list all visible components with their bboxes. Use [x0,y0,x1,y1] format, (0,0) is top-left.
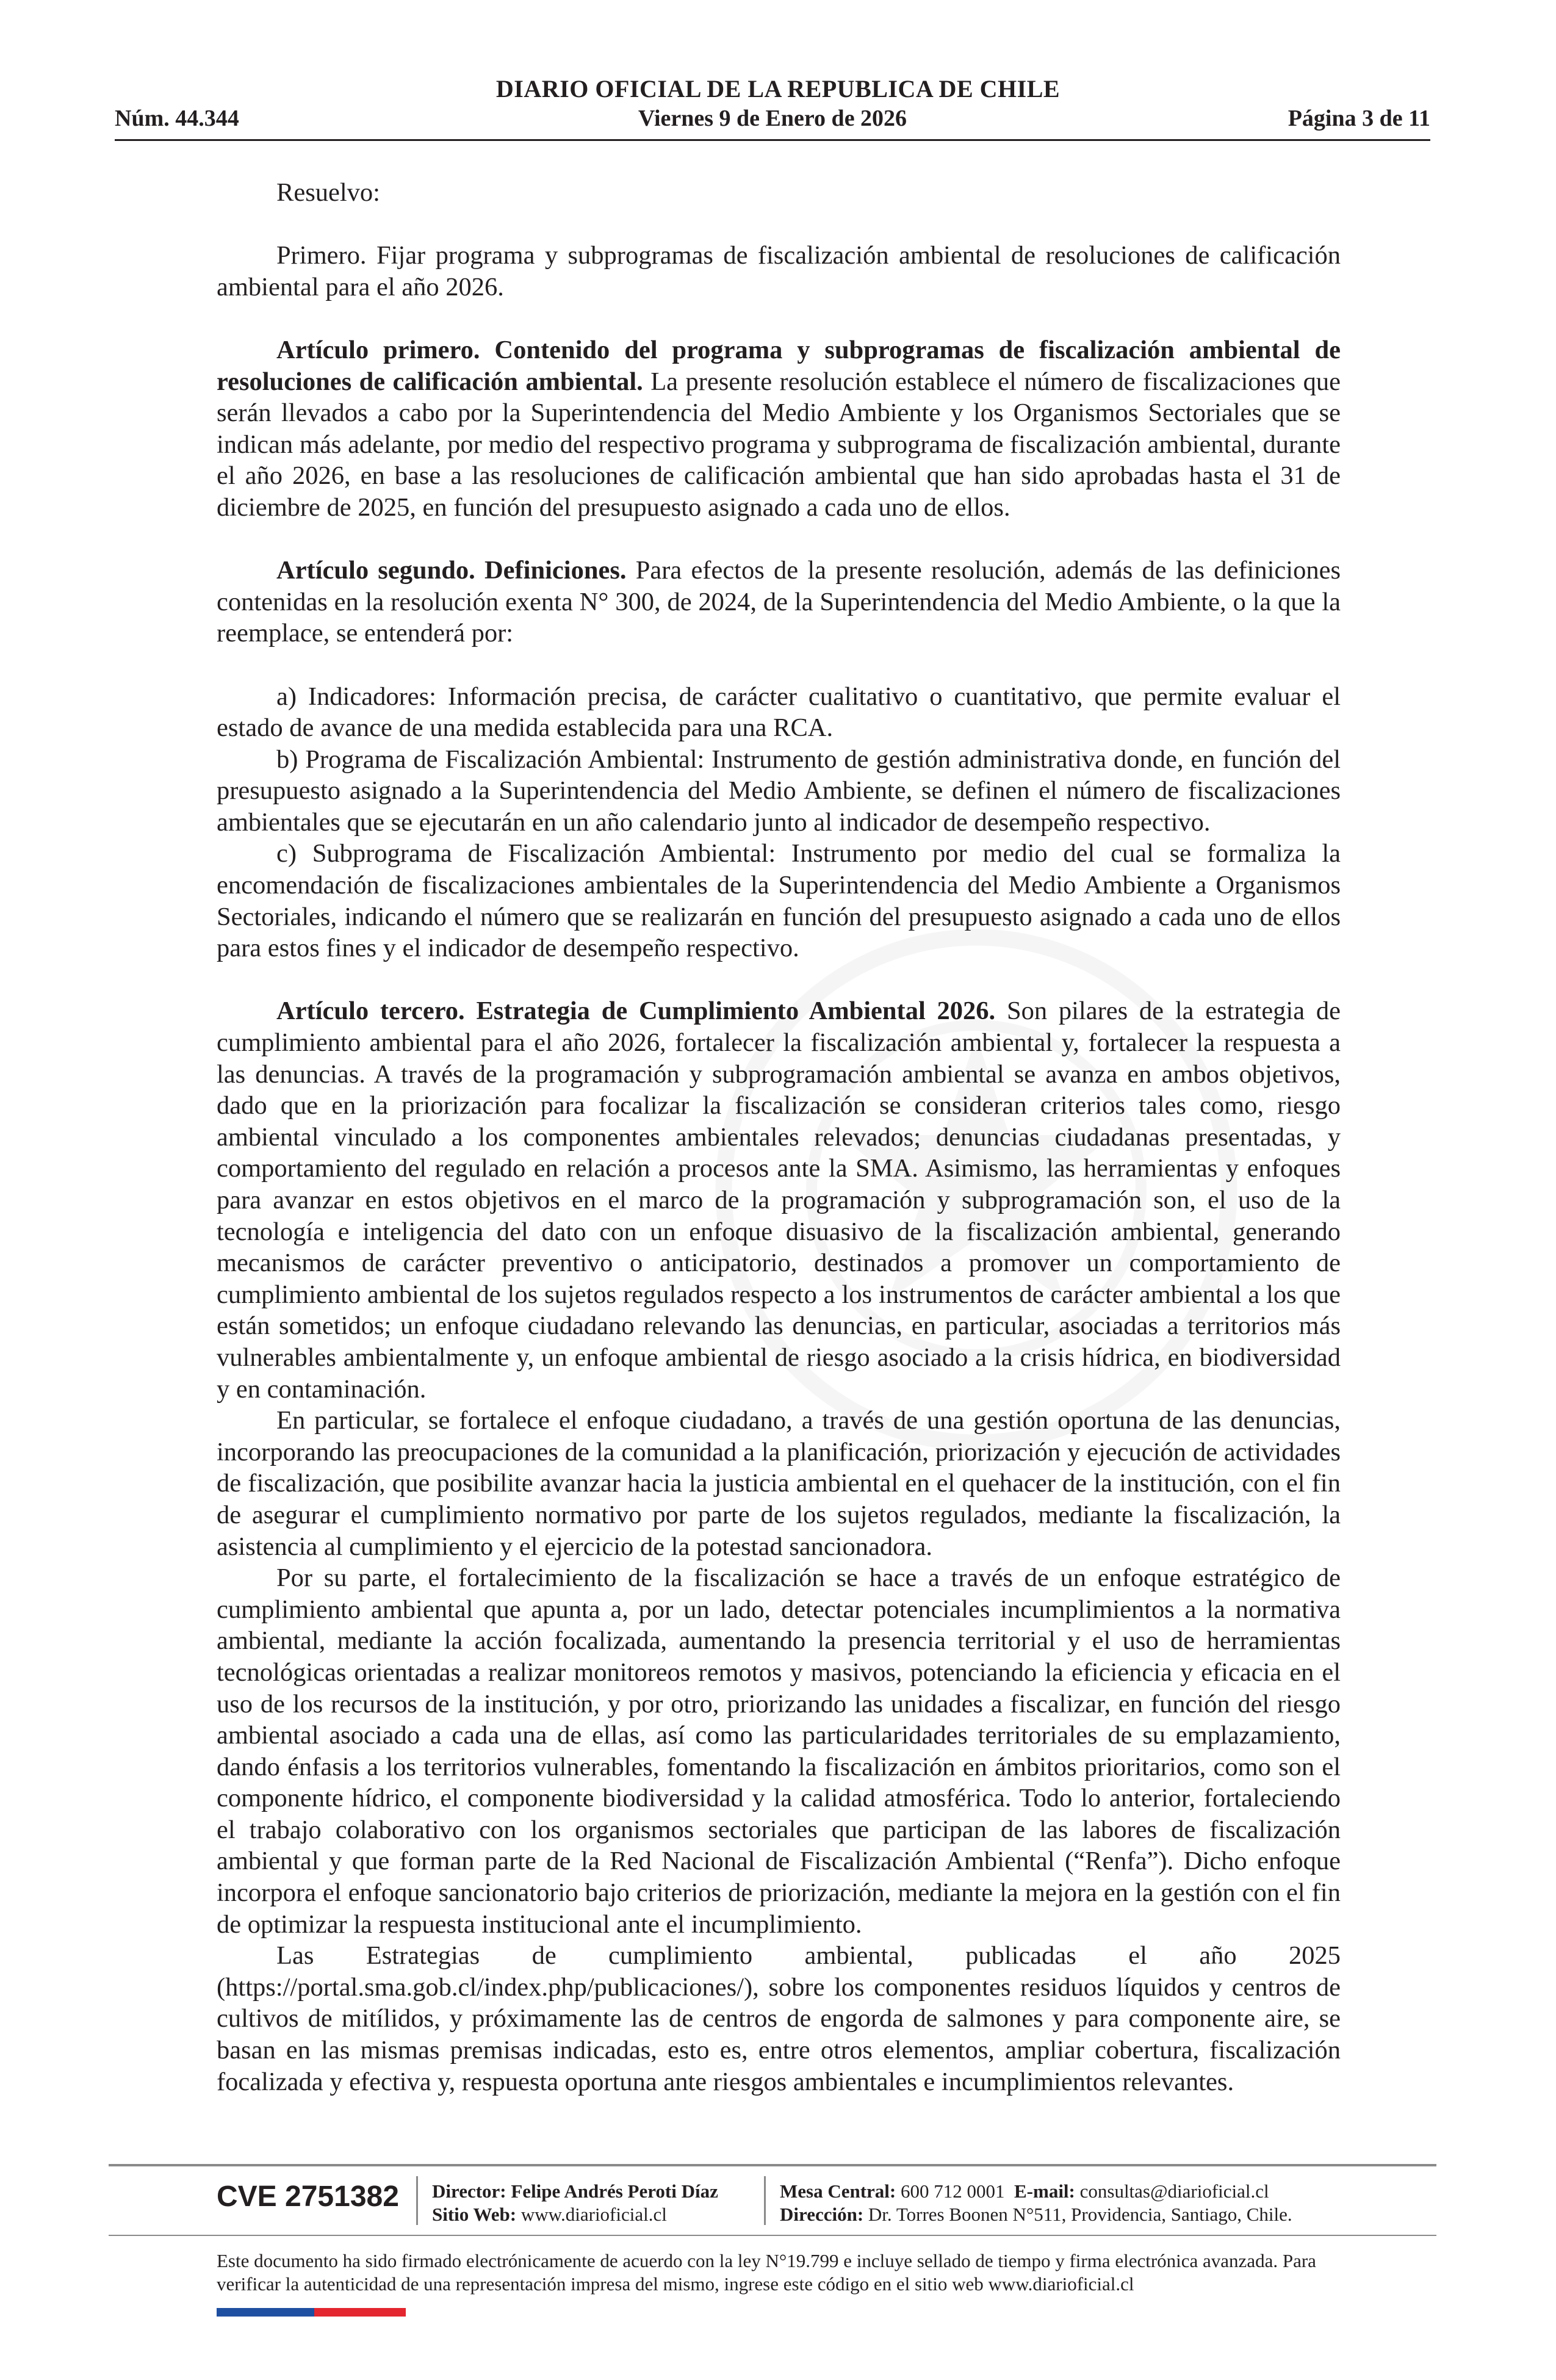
definition-a: a) Indicadores: Información precisa, de carácter cualitativo o cuantitativo, que permite evaluar el estado de avance de una medida establecida para una RCA. [217,682,1341,743]
definition-b: b) Programa de Fiscalización Ambiental: Instrumento de gestión administrativa donde, en función del presupuesto asignado a la Superintendencia del Medio Ambiente, se definen el número de fiscalizaciones ambientales que se ejecutarán en un año calendario junto al indicador de desempeño respectivo. [217,745,1341,837]
director-label: Director: [432,2180,506,2202]
email-link[interactable]: consultas@diarioficial.cl [1079,2180,1269,2202]
article-3-paragraph [217,995,1341,1405]
issue-number: Núm. 44.344 [115,106,239,131]
address-label: Dirección: [780,2204,864,2225]
article-2-text: Para efectos de la presente resolución, además de las definiciones contenidas en la resolución exenta N° 300, de 2024, de la Superintendencia del Medio Ambiente, o la que la reemplace, se entenderá por: [217,556,1341,648]
email-label: E-mail: [1014,2180,1075,2202]
definition-c: c) Subprograma de Fiscalización Ambiental: Instrumento por medio del cual se formaliza la encomendación de fiscalizaciones ambientales de la Superintendencia del Medio Ambiente a Organismos Sectoriales, indicando el número que se realizarán en función del presupuesto asignado a cada uno de ellos para estos fines y el indicador de desempeño respectivo. [217,839,1341,963]
footer-separator [764,2176,766,2225]
article-2-title: Artículo segundo. Definiciones. [276,556,627,585]
primero-paragraph: Primero. Fijar programa y subprogramas de fiscalización ambiental de resoluciones de calificación ambiental para el año 2026. [217,241,1341,301]
article-1-title: Artículo primero. Contenido del programa y subprogramas de fiscalización ambiental de resoluciones de calificación ambiental. [217,335,1341,396]
resuelvo-heading: Resuelvo: [276,178,380,207]
footer-divider-top [109,2164,1436,2166]
article-1-paragraph [217,334,1341,524]
article-3-title: Artículo tercero. Estrategia de Cumplimiento Ambiental 2026. [276,997,996,1026]
footer-director-block [432,2180,718,2226]
website-label: Sitio Web: [432,2204,517,2225]
issue-date: Viernes 9 de Enero de 2026 [638,106,907,131]
article-1-text: La presente resolución establece el número de fiscalizaciones que serán llevados a cabo por la Superintendencia del Medio Ambiente y los Organismos Sectoriales que se indican más adelante, por medio del respectivo programa y subprograma de fiscalización ambiental, durante el año 2026, en base a las resoluciones de calificación ambiental que han sido aprobadas hasta el 31 de diciembre de 2025, en función del presupuesto asignado a cada uno de ellos. [217,367,1341,522]
cve-code: CVE 2751382 [217,2180,399,2213]
director-name: Felipe Andrés Peroti Díaz [511,2180,718,2202]
newspaper-title: DIARIO OFICIAL DE LA REPUBLICA DE CHILE [495,75,1061,103]
footer-separator [416,2176,418,2225]
flag-stripe-red [314,2308,406,2317]
article-2-paragraph [217,555,1341,649]
footer-divider [109,2235,1436,2236]
fortalecimiento-paragraph: Por su parte, el fortalecimiento de la fiscalización se hace a través de un enfoque estratégico de cumplimiento ambiental que apunta a, por un lado, detectar potenciales incumplimientos a la normativa ambiental, mediante la acción focalizada, aumentando la presencia territorial y el uso de herramientas tecnológicas orientadas a realizar monitoreos remotos y masivos, potenciando la eficiencia y eficacia en el uso de los recursos de la institución, y por otro, priorizando las unidades a fiscalizar, en función del riesgo ambiental asociado a cada una de ellas, así como las particularidades territoriales de su emplazamiento, dando énfasis a los territorios vulnerables, fomentando la fiscalización en ámbitos prioritarios, como son el componente hídrico, el componente biodiversidad y la calidad atmosférica. Todo lo anterior, fortaleciendo el trabajo colaborativo con los organismos sectoriales que participan de las labores de fiscalización ambiental y que forman parte de la Red Nacional de Fiscalización Ambiental (“Renfa”). Dicho enfoque incorpora el enfoque sancionatorio bajo criterios de priorización, mediante la mejora en la gestión con el fin de optimizar la respuesta institucional ante el incumplimiento. [217,1563,1341,1939]
mesa-label: Mesa Central: [780,2180,896,2202]
website-link[interactable]: www.diarioficial.cl [520,2204,667,2225]
document-body [217,177,1341,2097]
header-divider [115,139,1430,141]
flag-stripe-blue [217,2308,314,2317]
estrategias-paragraph: Las Estrategias de cumplimiento ambiental, publicadas el año 2025 (https://portal.sma.gob.cl/index.php/publicaciones/), sobre los componentes residuos líquidos y centros de cultivos de mitílidos, y próximamente las de centros de engorda de salmones y para componente aire, se basan en las mismas premisas indicadas, esto es, entre otros elementos, ampliar cobertura, fiscalización focalizada y efectiva y, respuesta oportuna ante riesgos ambientales e incumplimientos relevantes. [217,1941,1341,2096]
ciudadano-paragraph: En particular, se fortalece el enfoque ciudadano, a través de una gestión oportuna de las denuncias, incorporando las preocupaciones de la comunidad a la planificación, priorización y ejecución de actividades de fiscalización, que posibilite avanzar hacia la justicia ambiental en el quehacer de la institución, con el fin de asegurar el cumplimiento normativo por parte de los sujetos regulados, mediante la fiscalización, la asistencia al cumplimiento y el ejercicio de la potestad sancionadora. [217,1406,1341,1561]
footer-contact-block [780,2180,1292,2226]
mesa-value: 600 712 0001 [901,2180,1005,2202]
signature-note: Este documento ha sido firmado electrónicamente de acuerdo con la ley N°19.799 e incluye sellado de tiempo y firma electrónica avanzada. Para verificar la autenticidad de una representación impresa del mismo, ingrese este código en el sitio web www.diarioficial.cl [217,2250,1316,2295]
article-3-text: Son pilares de la estrategia de cumplimiento ambiental para el año 2026, fortalecer la fiscalización ambiental y, fortalecer la respuesta a las denuncias. A través de la programación y subprogramación ambiental se avanza en ambos objetivos, dado que en la priorización para focalizar la fiscalización se consideran criterios tales como, riesgo ambiental vinculado a los componentes ambientales relevados; denuncias ciudadanas presentadas, y comportamiento del regulado en relación a procesos ante la SMA. Asimismo, las herramientas y enfoques para avanzar en estos objetivos en el marco de la programación y subprogramación son, el uso de la tecnología e inteligencia del dato con un enfoque disuasivo de la fiscalización ambiental, generando mecanismos de carácter preventivo o anticipatorio, destinados a promover un comportamiento de cumplimiento ambiental de los sujetos regulados respecto a los instrumentos de carácter ambiental a los que están sometidos; un enfoque ciudadano relevando las denuncias, en particular, asociadas a territorios más vulnerables ambientalmente y, un enfoque ambiental de riesgo asociado a la crisis hídrica, en biodiversidad y en contaminación. [217,997,1341,1404]
page-number: Página 3 de 11 [1288,106,1430,131]
address-value: Dr. Torres Boonen N°511, Providencia, Santiago, Chile. [868,2204,1292,2225]
header-row [115,105,1430,135]
